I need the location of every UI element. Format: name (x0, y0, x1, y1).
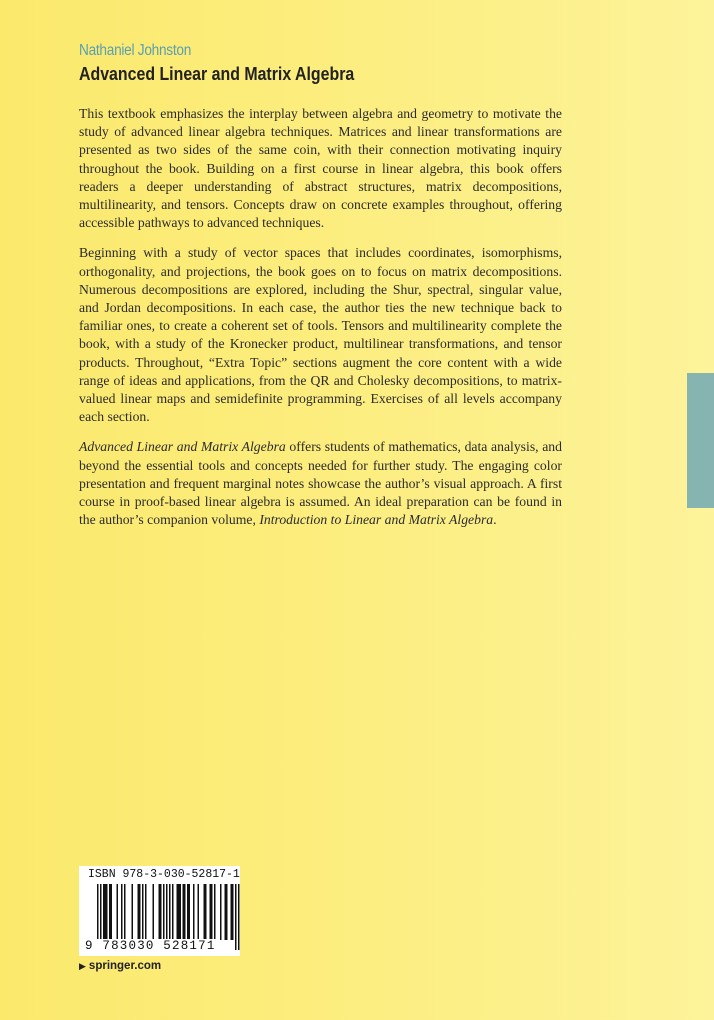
barcode-bar (138, 884, 140, 940)
barcode-bar (178, 884, 180, 940)
barcode-bar (132, 884, 134, 940)
back-cover-blurb (79, 105, 562, 541)
barcode-bar (163, 884, 165, 940)
barcode-bar (160, 884, 162, 940)
barcode-bar (198, 884, 200, 940)
barcode-bar (180, 884, 182, 940)
barcode-bar (189, 884, 191, 940)
publisher-link[interactable] (79, 960, 161, 972)
barcode-bar (184, 884, 186, 940)
isbn-label: ISBN 978-3-030-52817-1 (88, 868, 240, 881)
barcode-bar (187, 884, 189, 940)
barcode-bar (238, 884, 240, 950)
barcode-bar (204, 884, 206, 940)
barcode-bar (142, 884, 144, 940)
barcode-bar (205, 884, 207, 940)
blurb-paragraph-3-body: offers students of mathematics, data analysis, and beyond the essential tools and concepts needed for further study. The engaging color presentation and frequent marginal notes showcase the author’s visual approach. A first course in proof-based linear algebra is assumed. An ideal preparation can be found in the author’s companion volume, (79, 439, 562, 528)
barcode-bar (226, 884, 228, 940)
blurb-paragraph-3 (79, 438, 562, 529)
barcode-bar (103, 884, 105, 940)
barcode-bar (193, 884, 195, 940)
barcode-bar (211, 884, 213, 940)
barcode-bar (210, 884, 212, 940)
ean-digits: 9 783030 528171 (85, 939, 216, 953)
author-name: Nathaniel Johnston (79, 42, 192, 59)
barcode-bar (177, 884, 179, 940)
blurb-paragraph-2: Beginning with a study of vector spaces that includes coordinates, isomorphisms, orthogonality, and projections, the book goes on to focus on matrix decompositions. Numerous decompositions are explored, including the Shur, spectral, singular value, and Jordan decompositions. In each case, the author ties the new technique back to familiar ones, to create a coherent set of tools. Tensors and multilinearity complete the book, with a study of the Kronecker product, multilinear transformations, and tensor products. Throughout, “Extra Topic” sections augment the core content with a wide range of ideas and applications, from the QR and Cholesky decompositions, to matrix-valued linear maps and semidefinite programming. Exercises of all levels accompany each section. (79, 245, 562, 425)
barcode-bar (231, 884, 233, 940)
book-title: Advanced Linear and Matrix Algebra (79, 63, 355, 84)
barcode-bar (235, 884, 237, 950)
barcode-bar (111, 884, 113, 940)
triangle-right-icon: ▶ (79, 961, 86, 971)
barcode-bar (153, 884, 155, 940)
blurb-paragraph-3-end: . (493, 512, 497, 528)
barcode-bar (124, 884, 126, 940)
barcode-bar (225, 884, 227, 940)
barcode-bar (117, 884, 119, 940)
companion-volume-title: Introduction to Linear and Matrix Algebra (259, 512, 494, 528)
barcode-bar (109, 884, 111, 940)
barcode-bar (220, 884, 222, 940)
barcode-bar (183, 884, 185, 940)
barcode-bar (121, 884, 123, 940)
isbn-barcode-box (79, 866, 240, 956)
side-color-tab (687, 373, 714, 508)
blurb-title-italic: Advanced Linear and Matrix Algebra (79, 439, 286, 455)
barcode-bar (105, 884, 107, 940)
barcode-bar (232, 884, 234, 940)
barcode-bar (159, 884, 161, 940)
barcode-bar (139, 884, 141, 940)
barcode-bar (106, 884, 108, 940)
publisher-url: springer.com (88, 960, 162, 972)
barcode-bar (172, 884, 174, 940)
blurb-paragraph-1: This textbook emphasizes the interplay between algebra and geometry to motivate the study of advanced linear algebra techniques. Matrices and linear transformations are presented as two sides of the same coin, with their connection motivating inquiry throughout the book. Building on a first course in linear algebra, this book offers readers a deeper understanding of abstract structures, matrix decompositions, multilinearity, and tensors. Concepts draw on concrete examples throughout, offering accessible pathways to advanced techniques. (79, 106, 562, 231)
barcode-bar (214, 884, 216, 940)
barcode-bar (145, 884, 147, 940)
